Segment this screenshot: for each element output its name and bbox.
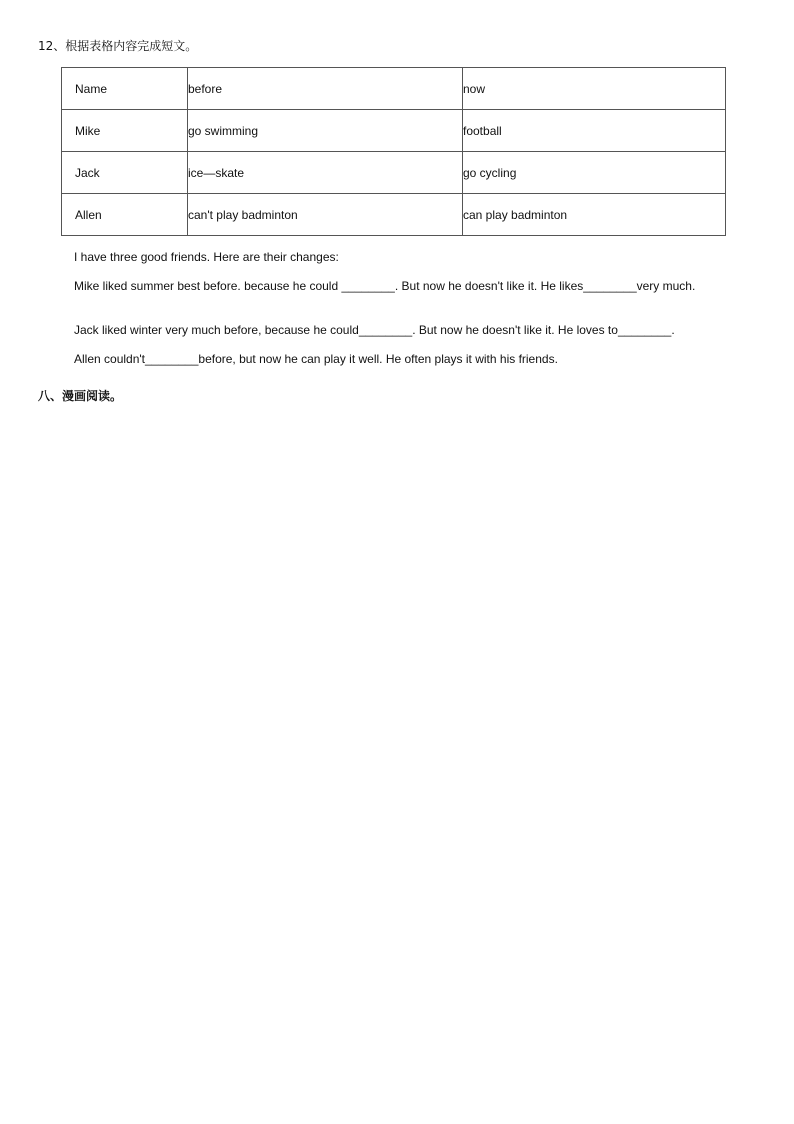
passage-intro-text: I have three good friends. Here are their changes: xyxy=(74,250,339,264)
passage-mike-text: Mike liked summer best before. because he could ________. But now he doesn't like it. He likes________very much. xyxy=(74,279,696,293)
table-cell: football xyxy=(463,110,726,152)
table-header-row xyxy=(62,68,726,110)
table-cell: can play badminton xyxy=(463,194,726,236)
table-cell: go cycling xyxy=(463,152,726,194)
passage-mike xyxy=(61,278,711,294)
table-cell: ice—skate xyxy=(188,152,463,194)
question-title: 12、根据表格内容完成短文。 xyxy=(38,39,198,53)
table-header-cell: before xyxy=(188,68,463,110)
table-cell: Allen xyxy=(62,194,188,236)
table-row xyxy=(62,194,726,236)
table-cell: can't play badminton xyxy=(188,194,463,236)
table-row xyxy=(62,110,726,152)
passage-allen-text: Allen couldn't________before, but now he can play it well. He often plays it with his friends. xyxy=(74,352,558,366)
section-heading: 八、漫画阅读。 xyxy=(38,389,123,403)
table-header-cell: now xyxy=(463,68,726,110)
info-table xyxy=(61,67,726,236)
table-cell: Jack xyxy=(62,152,188,194)
table-cell: Mike xyxy=(62,110,188,152)
table-row xyxy=(62,152,726,194)
passage-intro xyxy=(61,249,711,265)
passage-jack xyxy=(61,322,711,338)
passage-allen xyxy=(61,351,711,367)
table-header-cell: Name xyxy=(62,68,188,110)
passage-jack-text: Jack liked winter very much before, because he could________. But now he doesn't like it. He loves to________. xyxy=(74,323,675,337)
table-cell: go swimming xyxy=(188,110,463,152)
